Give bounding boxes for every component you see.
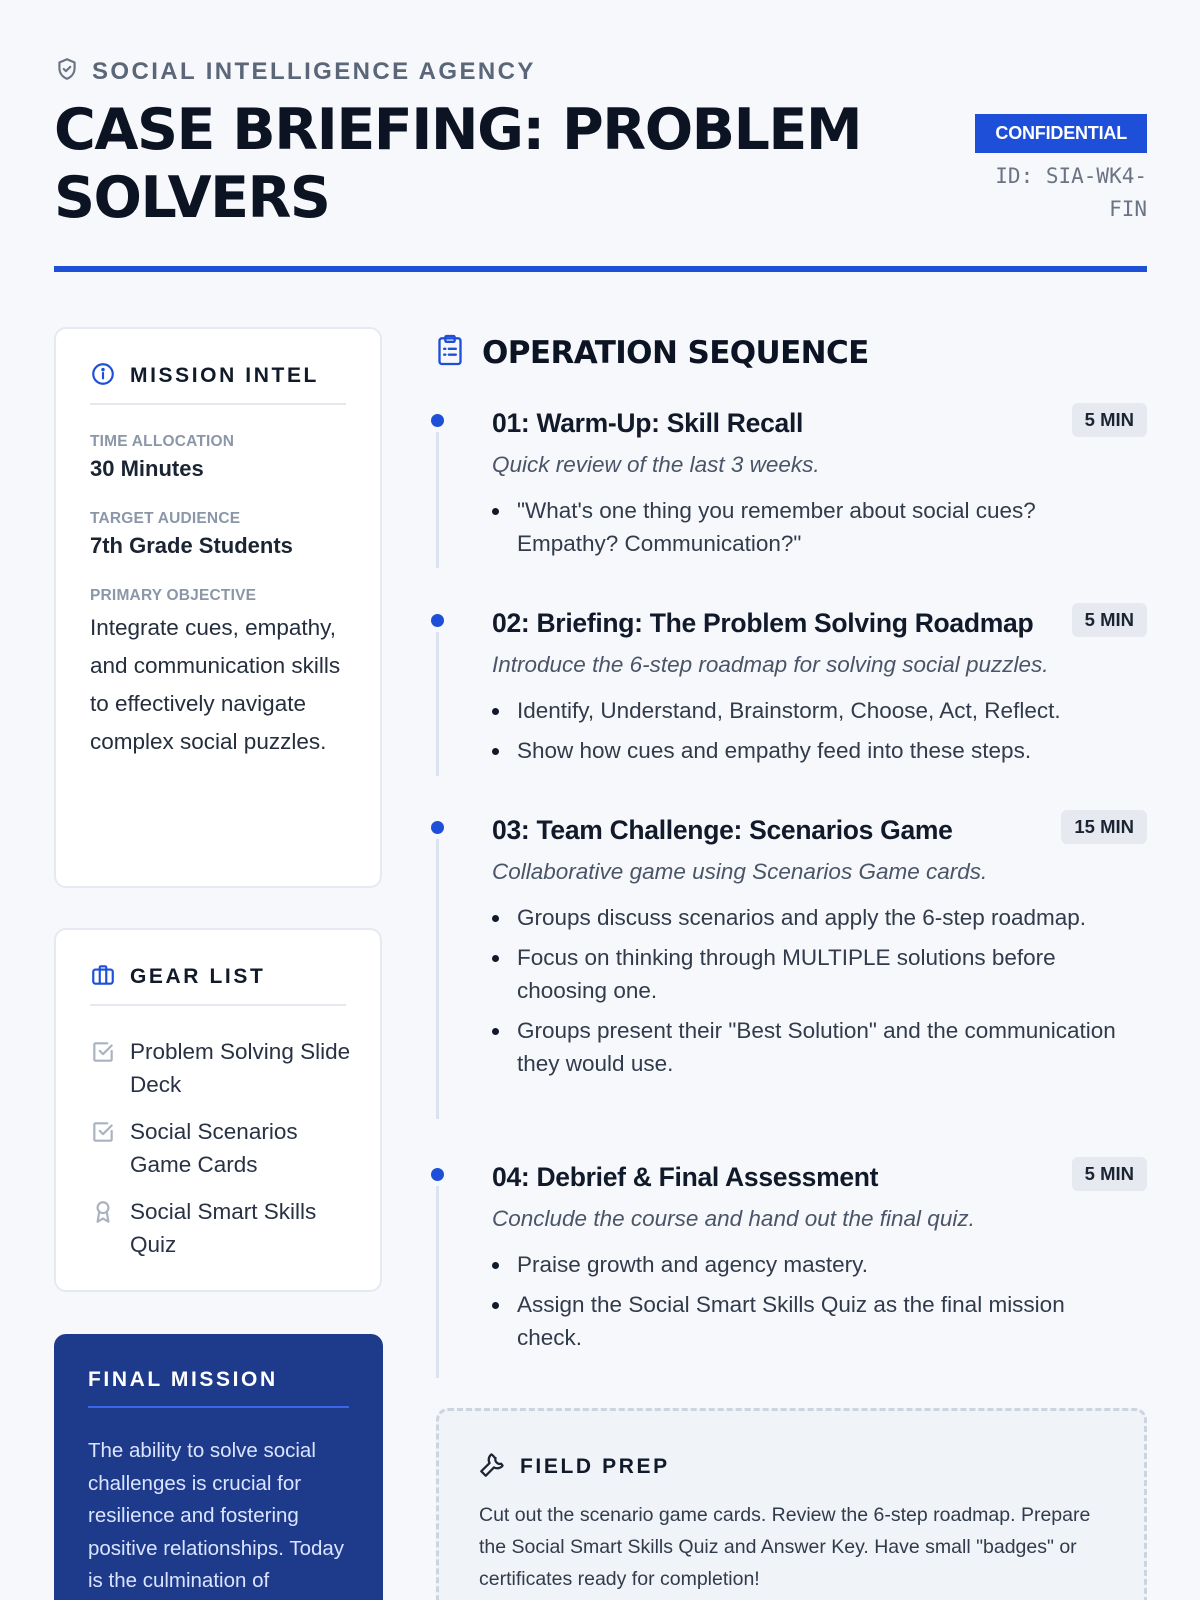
shield-icon [54,56,80,87]
checkbox-icon [90,1115,116,1181]
operation-sequence-title: OPERATION SEQUENCE [482,334,869,371]
gear-list-title: GEAR LIST [130,965,266,988]
target-audience [90,510,352,559]
step-bullet: "What's one thing you remember about social cues? Empathy? Communication?" [492,494,1129,560]
step-subtitle: Collaborative game using Scenarios Game cards. [492,859,988,884]
step-time-badge: 5 MIN [1072,603,1147,637]
field-prep-header [479,1451,670,1483]
mission-intel-title: MISSION INTEL [130,364,319,387]
final-mission-title: FINAL MISSION [88,1368,349,1408]
timeline-dot [431,1168,444,1181]
timeline-dot [431,821,444,834]
step-bullet: Focus on thinking through MULTIPLE solutions before choosing one. [492,941,1129,1007]
clipboard-icon [436,333,464,372]
case-id: ID: SIA-WK4-FIN [995,164,1147,221]
step-time-badge: 5 MIN [1072,1157,1147,1191]
time-allocation [90,433,352,482]
field-prep-text: Cut out the scenario game cards. Review the 6-step roadmap. Prepare the Social Smart Skills Quiz and Answer Key. Have small "badges" or certificates ready for completion! [479,1504,1091,1590]
gear-item-label: Social Smart Skills Quiz [130,1199,317,1257]
operation-step [436,608,1147,768]
step-bullet: Assign the Social Smart Skills Quiz as the final mission check. [492,1288,1129,1354]
operation-step [436,1162,1147,1362]
checkbox-icon [90,1035,116,1101]
field-prep-card [436,1408,1147,1600]
step-bullet: Show how cues and empathy feed into these steps. [492,734,1129,767]
timeline-line [436,632,439,776]
step-bullet: Praise growth and agency mastery. [492,1248,1129,1281]
timeline-dot [431,614,444,627]
time-allocation-value: 30 Minutes [90,456,204,481]
gear-list [90,1035,352,1275]
gear-item-label: Problem Solving Slide Deck [130,1039,351,1097]
operation-step [436,408,1147,560]
step-subtitle: Quick review of the last 3 weeks. [492,452,820,477]
primary-objective-label: PRIMARY OBJECTIVE [90,587,257,604]
operation-sequence-header [436,333,869,372]
step-title: 03: Team Challenge: Scenarios Game [492,815,953,845]
mission-intel-header [90,361,346,405]
step-bullets [492,901,1129,1087]
time-allocation-label: TIME ALLOCATION [90,433,235,450]
timeline-line [436,1186,439,1378]
gear-item [90,1115,352,1181]
step-bullets [492,494,1129,567]
step-bullets [492,694,1129,774]
operation-sequence [436,0,1147,1600]
award-icon [90,1195,116,1261]
agency-name: SOCIAL INTELLIGENCE AGENCY [92,57,536,85]
step-title: 01: Warm-Up: Skill Recall [492,408,804,438]
final-mission-text: The ability to solve social challenges is crucial for resilience and fostering positive relationships. Today is the culmination of [88,1439,345,1593]
operation-step [436,815,1147,1115]
step-bullet: Groups discuss scenarios and apply the 6-step roadmap. [492,901,1129,934]
gear-item [90,1035,352,1101]
step-bullet: Groups present their "Best Solution" and the communication they would use. [492,1014,1129,1080]
timeline-line [436,432,439,568]
field-prep-title: FIELD PREP [520,1455,670,1478]
step-time-badge: 15 MIN [1061,810,1147,844]
step-subtitle: Conclude the course and hand out the final quiz. [492,1206,975,1231]
info-icon [90,361,116,392]
final-mission-card [54,1334,383,1600]
briefcase-icon [90,962,116,993]
target-audience-value: 7th Grade Students [90,533,293,558]
timeline-dot [431,414,444,427]
step-title: 04: Debrief & Final Assessment [492,1162,879,1192]
gear-item [90,1195,352,1261]
gear-item-label: Social Scenarios Game Cards [130,1119,298,1177]
primary-objective-value: Integrate cues, empathy, and communication skills to effectively navigate complex social puzzles. [90,615,341,754]
briefing-page [54,0,1147,1600]
step-time-badge: 5 MIN [1072,403,1147,437]
step-bullets [492,1248,1129,1361]
step-subtitle: Introduce the 6-step roadmap for solving social puzzles. [492,652,1049,677]
mission-intel-card [54,327,382,888]
target-audience-label: TARGET AUDIENCE [90,510,241,527]
gear-list-card [54,928,382,1292]
wrench-icon [479,1451,506,1483]
step-bullet: Identify, Understand, Brainstorm, Choose, Act, Reflect. [492,694,1129,727]
confidential-badge: CONFIDENTIAL [975,114,1147,153]
step-title: 02: Briefing: The Problem Solving Roadmap [492,608,1034,638]
primary-objective [90,587,352,761]
gear-list-header [90,962,346,1006]
page-title: CASE BRIEFING: PROBLEM SOLVERS [54,97,862,231]
timeline-line [436,839,439,1119]
